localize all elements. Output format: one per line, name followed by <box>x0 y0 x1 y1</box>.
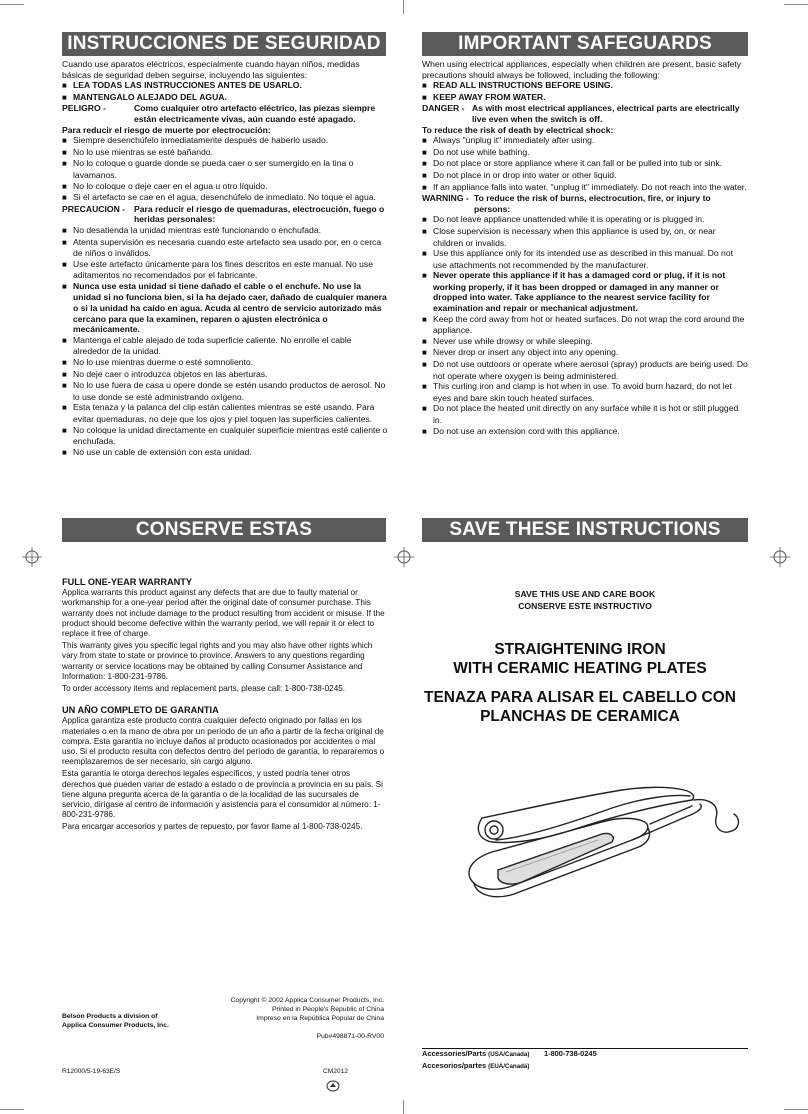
en-safety-banner: IMPORTANT SAFEGUARDS <box>422 32 748 56</box>
table-row <box>422 1061 748 1073</box>
acc-es-region: (EUA/Canadá) <box>488 1062 530 1070</box>
en-safety-column <box>422 59 748 437</box>
list-item: ■ Close supervision is necessary when this appliance is used by, on, or near children or invalids. <box>422 226 748 248</box>
en-danger-label: DANGER - <box>422 103 465 114</box>
straightening-iron-illustration <box>452 778 748 926</box>
en-read-all: ■ READ ALL INSTRUCTIONS BEFORE USING. <box>422 80 748 92</box>
en-warning-label: WARNING - <box>422 193 469 204</box>
en-shock-heading: To reduce the risk of death by electrical shock: <box>422 124 614 135</box>
list-item: ■ No use un cable de extensión con esta unidad. <box>62 447 388 459</box>
es-keep-away: ■ MANTENGALO ALEJADO DEL AGUA. <box>62 92 388 104</box>
en-danger <box>422 103 748 124</box>
list-item: ■ No lo use mientras se esté bañando. <box>62 147 388 159</box>
cover-title-es-line: TENAZA PARA ALISAR EL CABELLO CON <box>423 689 736 706</box>
cover-title-en-line: WITH CERAMIC HEATING PLATES <box>453 660 707 677</box>
pub-number: Pub#498871-00-RV00 <box>316 1033 384 1040</box>
acc-es-label: Accesorios/partes <box>422 1060 487 1070</box>
crop-mark <box>784 4 808 5</box>
list-item: ■ Use este artefacto únicamente para los fines descritos en este manual. No use aditamentos no recomendados por el fabricante. <box>62 259 388 281</box>
table-cell: 1-800-738-0245 <box>544 1049 597 1058</box>
table-row <box>422 1049 748 1061</box>
list-item: ■ If an appliance falls into water, "unplug it" immediately. Do not reach into the water. <box>422 182 748 194</box>
list-item: ■ Never operate this appliance if it has a damaged cord or plug, if it is not working properly, if it has been dropped or damaged in any manner or dropped into water. Take appliance to the nearest service facility for examination and repair or mechanical adjustment. <box>422 270 748 313</box>
list-item: ■ Keep the cord away from hot or heated surfaces. Do not wrap the cord around the appliance. <box>422 314 748 336</box>
es-read-all: ■ LEA TODAS LAS INSTRUCCIONES ANTES DE USARLO. <box>62 80 388 92</box>
cover-title-en <box>420 640 740 678</box>
list-item: ■ Esta tenaza y la palanca del clip están calientes mientras se esté usando. Para evitar quemaduras, no deje que los ojos y piel toquen las superficies calientes. <box>62 402 388 424</box>
es-intro: Cuando use aparatos eléctricos, especialmente cuando hayan niños, medidas básicas de seguridad deben seguirse, incluyendo las siguientes: <box>62 59 360 80</box>
copyright-line: Copyright © 2002 Applica Consumer Products, Inc. <box>230 997 384 1004</box>
es-safety-banner: INSTRUCCIONES DE SEGURIDAD <box>62 32 386 56</box>
es-caution-label: PRECAUCION - <box>62 203 126 214</box>
warranty-column <box>62 577 386 833</box>
list-item: ■ Never drop or insert any object into any opening. <box>422 347 748 359</box>
recycle-icon <box>326 1080 340 1092</box>
en-intro: When using electrical appliances, especially when children are present, basic safety precautions should always be followed, including the following: <box>422 59 742 80</box>
footer-belson-line: Applica Consumer Products, Inc. <box>62 1022 169 1029</box>
warranty-paragraph: To order accessory items and replacement parts, please call: 1-800-738-0245. <box>62 684 346 694</box>
es-danger <box>62 103 388 124</box>
list-item: ■ Always "unplug it" immediately after using. <box>422 135 748 147</box>
es-danger-label: PELIGRO - <box>62 103 106 114</box>
registration-mark-icon <box>394 547 414 567</box>
cover-save-notes <box>430 588 740 612</box>
es-save-banner: CONSERVE ESTAS INSTRUCCIONES <box>62 518 386 542</box>
cover-title-en-line: STRAIGHTENING IRON <box>494 641 666 658</box>
printed-line: Impreso en la República Popular de China <box>256 1015 384 1022</box>
warranty-heading-es: UN AÑO COMPLETO DE GARANTIA <box>62 705 219 716</box>
list-item: ■ Do not place or store appliance where it can fall or be pulled into tub or sink. <box>422 158 748 170</box>
cover-title-es-line: PLANCHAS DE CERAMICA <box>480 708 680 725</box>
warranty-paragraph: Para encargar accesorios y partes de repuesto, por favor llame al 1-800-738-0245. <box>62 822 363 832</box>
footer-belson-line: Belson Products a division of <box>62 1013 158 1020</box>
cover-title-es <box>420 688 740 726</box>
table-cell <box>422 1061 544 1073</box>
crop-mark <box>784 1109 808 1110</box>
en-warning-text: To reduce the risk of burns, electrocution, fire, or injury to persons: <box>474 193 711 214</box>
list-item: ■ Never use while drowsy or while sleeping. <box>422 336 748 348</box>
list-item: ■ No lo use mientras duerme o esté somnoliento. <box>62 357 388 369</box>
accessories-table <box>422 1048 748 1072</box>
list-item: ■ Atenta supervisión es necesaria cuando este artefacto sea usado por, en o cerca de niños o inválidos. <box>62 237 388 259</box>
list-item: ■ Do not place the heated unit directly on any surface while it is hot or still plugged in. <box>422 403 748 425</box>
registration-mark-icon <box>770 547 790 567</box>
list-item: ■ No lo use fuera de casa u opere donde se estén usando productos de aerosol. No lo use donde se esté administrando oxígeno. <box>62 380 388 402</box>
list-item: ■ Do not place in or drop into water or other liquid. <box>422 170 748 182</box>
list-item: ■ Siempre desenchúfelo inmediatamente después de haberlo usado. <box>62 135 388 147</box>
en-save-banner: SAVE THESE INSTRUCTIONS <box>422 518 748 542</box>
footer-copyright <box>196 996 384 1041</box>
warranty-paragraph: This warranty gives you specific legal rights and you may also have other rights which vary from state to state or province to province. Answers to any questions regarding warranty or service locations may be obtained by calling Consumer Assistance and Information: 1-800-231-9786. <box>62 641 373 681</box>
es-danger-text: Como cualquier otro artefacto eléctrico, las piezas siempre están electricamente vivas, aún cuando esté apagado. <box>134 103 376 124</box>
crop-mark <box>0 1109 24 1110</box>
list-item: ■ Do not leave appliance unattended while it is operating or is plugged in. <box>422 214 748 226</box>
crop-mark <box>0 4 24 5</box>
list-item: ■ Mantenga el cable alejado de toda superficie caliente. No enrolle el cable alrededor de la unidad. <box>62 335 388 357</box>
acc-en-region: (USA/Canada) <box>488 1051 530 1058</box>
warranty-heading-en: FULL ONE-YEAR WARRANTY <box>62 577 192 587</box>
list-item: ■ No lo coloque o guarde donde se pueda caer o ser sumergido en la tina o lavamanos. <box>62 158 388 180</box>
list-item: ■ Si el artefacto se cae en el agua, desenchúfelo de inmediato. No toque el agua. <box>62 192 388 204</box>
list-item: ■ No desatienda la unidad mientras esté funcionando o enchufada. <box>62 225 388 237</box>
list-item: ■ This curling iron and clamp is hot when in use. To avoid burn hazard, do not let eyes and bare skin touch heated surfaces. <box>422 381 748 403</box>
es-safety-column <box>62 59 388 458</box>
footer-code-left: R12000/5-19-63E/S <box>62 1068 121 1075</box>
en-keep-away: ■ KEEP AWAY FROM WATER. <box>422 92 748 104</box>
list-item: ■ Nunca use esta unidad si tiene dañado el cable o el enchufe. No use la unidad si no funciona bien, si la ha dejado caer, dañado de cualquier manera o si la unidad ha caído en agua. Acuda al centro de servicio autorizado más cercano para que la examinen, reparen o ajusten electrónica o mecánicamente. <box>62 281 388 335</box>
warranty-paragraph: Applica warrants this product against any defects that are due to faulty material or workmanship for a one-year period after the original date of consumer purchase. This warranty does not include damage to the product resulting from accident or misuse. If the product should become defective within the warranty period, we will repair it or elect to replace it free of charge. <box>62 588 385 639</box>
es-caution <box>62 204 388 225</box>
list-item: ■ Do not use outdoors or operate where aerosol (spray) products are being used. Do not operate where oxygen is being administered. <box>422 359 748 381</box>
table-cell <box>422 1049 544 1061</box>
list-item: ■ No deje caer o introduzca objetos en las aberturas. <box>62 369 388 381</box>
es-caution-text: Para reducir el riesgo de quemaduras, electrocución, fuego o heridas personales: <box>134 203 385 225</box>
acc-en-label: Accessories/Parts <box>422 1049 487 1058</box>
cover-save-en: SAVE THIS USE AND CARE BOOK <box>514 589 656 599</box>
en-warning <box>422 193 748 214</box>
list-item: ■ Do not use while bathing. <box>422 147 748 159</box>
en-danger-text: As with most electrical appliances, electrical parts are electrically live even when the switch is off. <box>472 103 740 124</box>
footer-belson <box>62 1012 169 1030</box>
warranty-paragraph: Esta garantía le otorga derechos legales específicos, y usted podría tener otros derechos que pueden variar de estado a estado o de provincia a provincia en su país. Si tiene alguna pregunta acerca de la garantía o de la localidad de las sucursales de servicio, dirígase al centro de información y asistencia para el consumidor al número: 1-800-231-9786. <box>62 769 383 820</box>
list-item: ■ Use this appliance only for its intended use as described in this manual. Do not use attachments not recommended by the manufacturer. <box>422 248 748 270</box>
list-item: ■ Do not use an extension cord with this appliance. <box>422 426 748 438</box>
crop-mark <box>403 1100 404 1114</box>
footer-code-mid: CM2012 <box>323 1068 348 1075</box>
es-shock-heading: Para reducir el riesgo de muerte por electrocución: <box>62 124 271 135</box>
crop-mark <box>403 0 404 14</box>
registration-mark-icon <box>22 547 42 567</box>
list-item: ■ No coloque la unidad directamente en cualquier superficie mientras esté caliente o enchufada. <box>62 425 388 447</box>
cover-save-es: CONSERVE ESTE INSTRUCTIVO <box>518 601 652 611</box>
printed-line: Printed in People's Republic of China <box>271 1006 384 1013</box>
warranty-paragraph: Applica garantiza este producto contra cualquier defecto originado por fallas en los materiales o en la mano de obra por un período de un año a partir de la fecha original de compra. Esta garantía no incluye daños al producto ocasionados por accidentes o mal uso. Si el producto resulta con defectos dentro del período de garantía, lo repararemos o reemplazaremos de ser necesario, sin cargo alguno. <box>62 716 385 767</box>
list-item: ■ No lo coloque o deje caer en el agua u otro líquido. <box>62 181 388 193</box>
